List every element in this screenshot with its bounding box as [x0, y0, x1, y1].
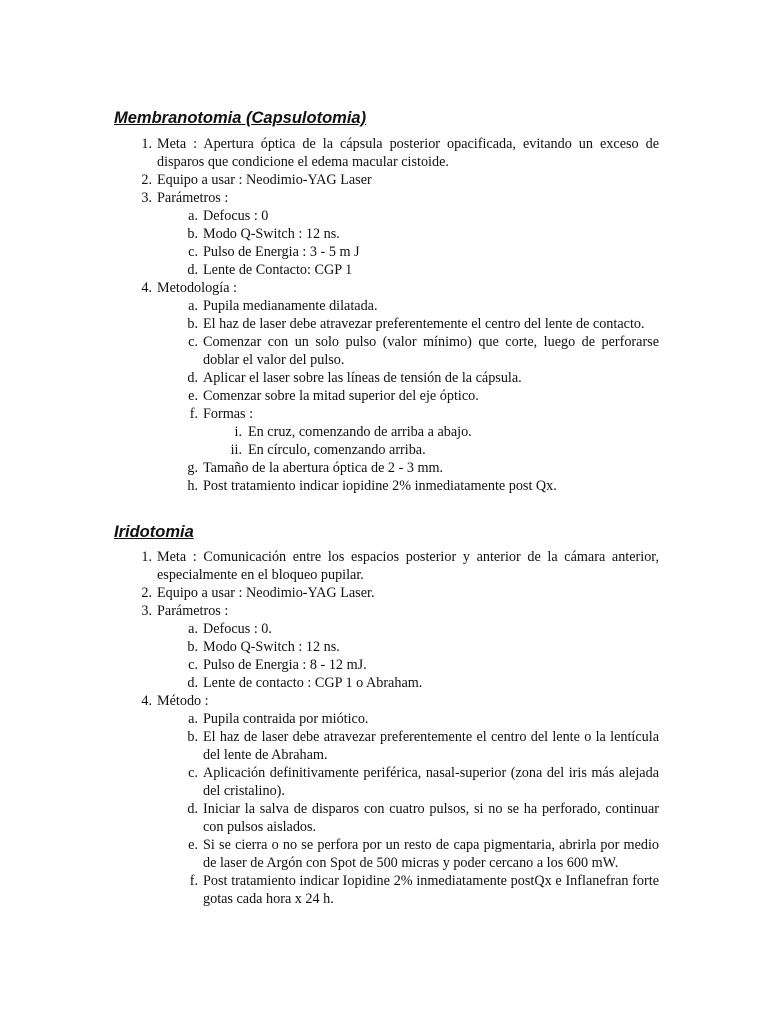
list-item-text: Lente de Contacto: CGP 1 — [203, 262, 353, 278]
sub-list-item — [114, 387, 659, 405]
sub-list-item — [114, 225, 659, 243]
list-marker: g. — [187, 460, 198, 476]
list-marker: b. — [187, 226, 198, 242]
section-iridotomia — [114, 522, 659, 908]
list-item-text: Pupila contraida por miótico. — [203, 711, 369, 727]
list-item — [114, 135, 659, 171]
sub-list-item — [114, 620, 659, 638]
list-item — [114, 548, 659, 584]
list-marker: h. — [187, 478, 198, 494]
list-item — [114, 692, 659, 710]
list-item-text: Defocus : 0. — [203, 621, 272, 637]
list-marker: e. — [188, 837, 198, 853]
list-marker: b. — [187, 639, 198, 655]
list-marker: 2. — [141, 585, 152, 601]
sub-list-item — [114, 764, 659, 800]
list-marker: f. — [189, 406, 198, 422]
list-item-text: Modo Q-Switch : 12 ns. — [203, 226, 340, 242]
list-marker: 2. — [141, 172, 152, 188]
section-heading: Membranotomia (Capsulotomia) — [114, 109, 367, 127]
list-item-text: Aplicar el laser sobre las líneas de tensión de la cápsula. — [203, 370, 522, 386]
list-item-text: En cruz, comenzando de arriba a abajo. — [248, 424, 472, 440]
list-marker: ii. — [230, 442, 242, 458]
section-heading: Iridotomia — [114, 523, 194, 541]
sub-list-item — [114, 836, 659, 872]
list-item-text: Lente de contacto : CGP 1 o Abraham. — [203, 675, 423, 691]
sub-list-item — [114, 477, 659, 495]
list-item-text: Tamaño de la abertura óptica de 2 - 3 mm. — [203, 460, 444, 476]
list-item-text: El haz de laser debe atravezar preferentemente el centro del lente o la lentícula del lente de Abraham. — [203, 729, 659, 763]
list-marker: c. — [188, 765, 198, 781]
sub-list-item — [114, 656, 659, 674]
list-marker: a. — [188, 711, 198, 727]
list-item-text: Comenzar sobre la mitad superior del eje óptico. — [203, 388, 479, 404]
list-item-text: Metodología : — [157, 280, 237, 296]
list-item-text: Pupila medianamente dilatada. — [203, 298, 378, 314]
list-item — [114, 602, 659, 620]
list-marker: 4. — [141, 693, 152, 709]
list-marker: 4. — [141, 280, 152, 296]
list-item-text: Si se cierra o no se perfora por un resto de capa pigmentaria, abrirla por medio de laser de Argón con Spot de 500 micras y poder cercano a los 600 mW. — [203, 837, 659, 871]
list-item-text: Formas : — [203, 406, 254, 422]
sub-list-item — [114, 710, 659, 728]
list-marker: d. — [187, 262, 198, 278]
sub-list-item — [114, 872, 659, 908]
list-marker: a. — [188, 298, 198, 314]
sub-list-item — [114, 261, 659, 279]
sub-list-item — [114, 207, 659, 225]
list-item-text: Pulso de Energia : 8 - 12 mJ. — [203, 657, 367, 673]
list-item — [114, 279, 659, 297]
list-marker: e. — [188, 388, 198, 404]
list-marker: a. — [188, 621, 198, 637]
list-item-text: Meta : Comunicación entre los espacios posterior y anterior de la cámara anterior, especialmente en el bloqueo pupilar. — [157, 549, 659, 583]
list-item-text: Meta : Apertura óptica de la cápsula posterior opacificada, evitando un exceso de disparos que condicione el edema macular cistoide. — [157, 136, 659, 170]
list-item-text: Método : — [157, 693, 209, 709]
list-marker: 1. — [141, 549, 152, 565]
sub-list-item — [114, 369, 659, 387]
list-marker: d. — [187, 370, 198, 386]
sub-list-item — [114, 674, 659, 692]
list-item-text: Post tratamiento indicar Iopidine 2% inmediatamente postQx e Inflanefran forte gotas cada hora x 24 h. — [203, 873, 659, 907]
sub-list-item — [114, 405, 659, 423]
sub-sub-list-item — [114, 423, 659, 441]
list-marker: c. — [188, 334, 198, 350]
list-item — [114, 189, 659, 207]
list-marker: d. — [187, 801, 198, 817]
list-marker: i. — [234, 424, 242, 440]
list-marker: c. — [188, 244, 198, 260]
sub-list-item — [114, 315, 659, 333]
list-item-text: En círculo, comenzando arriba. — [248, 442, 426, 458]
list-item-text: Pulso de Energia : 3 - 5 m J — [203, 244, 360, 260]
sub-list-item — [114, 459, 659, 477]
list-marker: 3. — [141, 603, 152, 619]
sub-sub-list-item — [114, 441, 659, 459]
sub-list-item — [114, 800, 659, 836]
list-item-text: Parámetros : — [157, 603, 229, 619]
sub-list-item — [114, 638, 659, 656]
list-item-text: Defocus : 0 — [203, 208, 269, 224]
list-item-text: Equipo a usar : Neodimio-YAG Laser. — [157, 585, 375, 601]
list-item-text: Equipo a usar : Neodimio-YAG Laser — [157, 172, 372, 188]
list-marker: c. — [188, 657, 198, 673]
list-item-text: Parámetros : — [157, 190, 229, 206]
list-marker: d. — [187, 675, 198, 691]
list-item-text: Aplicación definitivamente periférica, nasal-superior (zona del iris más alejada del cristalino). — [203, 765, 659, 799]
list-item-text: Modo Q-Switch : 12 ns. — [203, 639, 340, 655]
list-marker: a. — [188, 208, 198, 224]
list-item-text: Post tratamiento indicar iopidine 2% inmediatamente post Qx. — [203, 478, 557, 494]
sub-list-item — [114, 728, 659, 764]
list-marker: f. — [189, 873, 198, 889]
list-marker: 3. — [141, 190, 152, 206]
list-marker: 1. — [141, 136, 152, 152]
list-item-text: Comenzar con un solo pulso (valor mínimo) que corte, luego de perforarse doblar el valor del pulso. — [203, 334, 659, 368]
sub-list-item — [114, 297, 659, 315]
section-membranotomia — [114, 108, 659, 495]
list-item-text: El haz de laser debe atravezar preferentemente el centro del lente de contacto. — [203, 316, 645, 332]
list-item — [114, 171, 659, 189]
list-marker: b. — [187, 729, 198, 745]
sub-list-item — [114, 243, 659, 261]
sub-list-item — [114, 333, 659, 369]
list-item — [114, 584, 659, 602]
list-marker: b. — [187, 316, 198, 332]
list-item-text: Iniciar la salva de disparos con cuatro pulsos, si no se ha perforado, continuar con pulsos aislados. — [203, 801, 659, 835]
